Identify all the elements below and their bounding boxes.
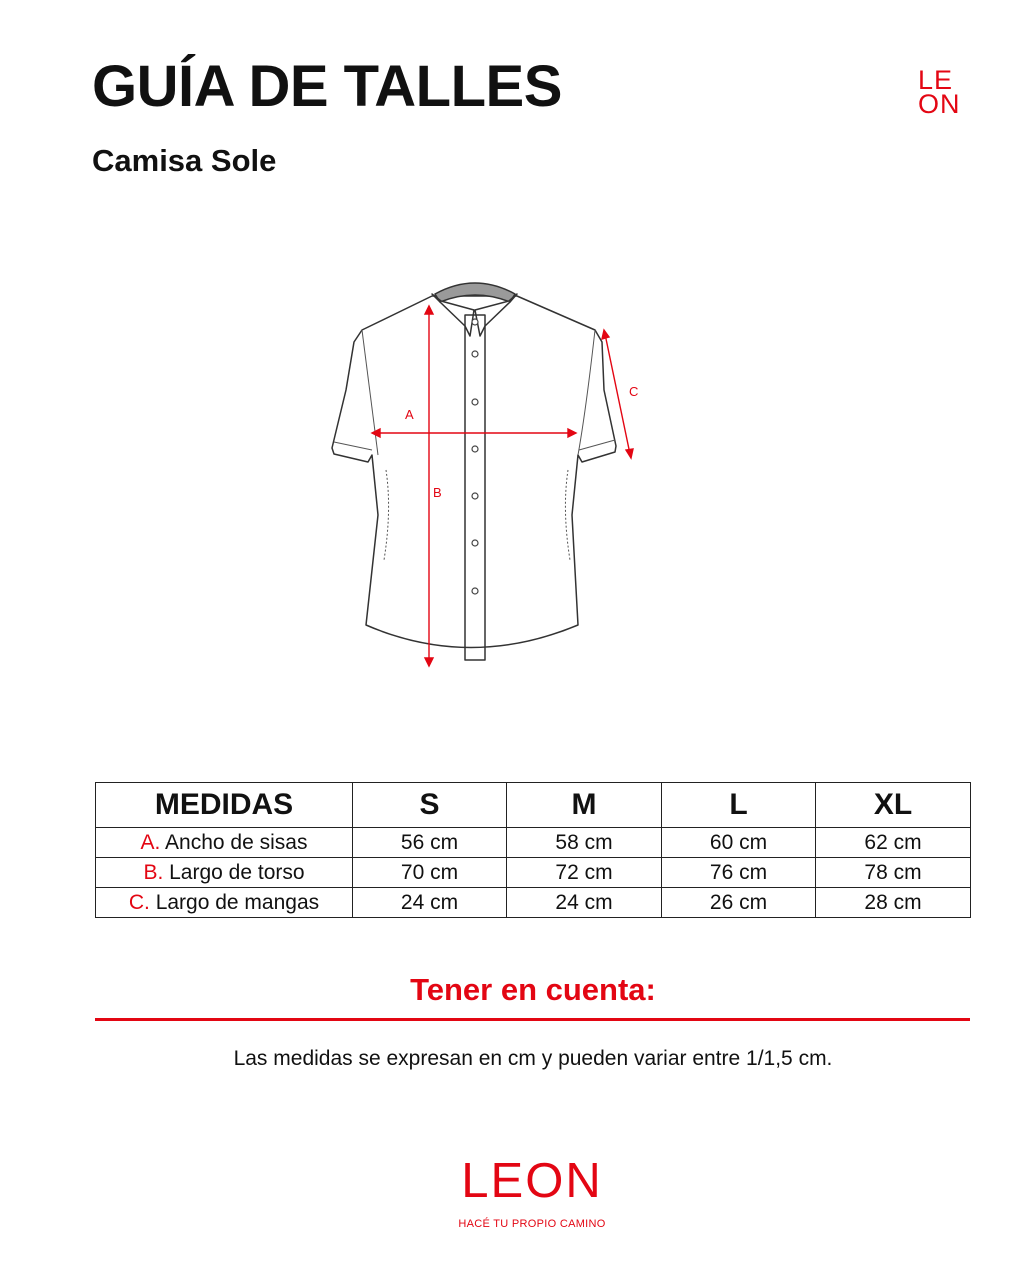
table-row xyxy=(96,858,971,888)
row-letter: A. xyxy=(140,830,161,854)
row-letter: B. xyxy=(143,860,164,884)
shirt-diagram xyxy=(320,270,650,670)
header-size-s: S xyxy=(353,783,507,828)
row-label-text: Largo de torso xyxy=(169,860,305,884)
table-header-row xyxy=(96,783,971,828)
row-label xyxy=(96,828,353,858)
row-letter: C. xyxy=(128,890,150,914)
label-c: C xyxy=(629,384,639,399)
table-cell: 58 cm xyxy=(507,828,662,858)
table-cell: 24 cm xyxy=(353,888,507,918)
label-a: A xyxy=(405,407,414,422)
table-cell: 76 cm xyxy=(662,858,816,888)
header-size-l: L xyxy=(662,783,816,828)
shirt-body-outline xyxy=(332,296,616,648)
table-cell: 78 cm xyxy=(816,858,971,888)
row-label xyxy=(96,858,353,888)
table-cell: 24 cm xyxy=(507,888,662,918)
label-b: B xyxy=(433,485,442,500)
table-cell: 60 cm xyxy=(662,828,816,858)
footer-tagline: HACÉ TU PROPIO CAMINO xyxy=(458,1218,606,1230)
header-medidas: MEDIDAS xyxy=(96,783,353,828)
table-cell: 28 cm xyxy=(816,888,971,918)
header-size-m: M xyxy=(507,783,662,828)
note-divider xyxy=(95,1018,970,1021)
table-row xyxy=(96,828,971,858)
row-label-text: Largo de mangas xyxy=(155,890,320,914)
table-cell: 70 cm xyxy=(353,858,507,888)
table-cell: 26 cm xyxy=(662,888,816,918)
logo-top-line: LE xyxy=(918,65,954,95)
note-text: Las medidas se expresan en cm y pueden variar entre 1/1,5 cm. xyxy=(233,1047,833,1070)
note-heading: Tener en cuenta: xyxy=(410,972,656,1007)
shirt-illustration xyxy=(320,270,650,670)
table-cell: 56 cm xyxy=(353,828,507,858)
table-cell: 72 cm xyxy=(507,858,662,888)
logo-bottom-line: ON xyxy=(918,89,961,119)
table-cell: 62 cm xyxy=(816,828,971,858)
footer-brand-logo: LEON xyxy=(461,1154,603,1208)
product-name: Camisa Sole xyxy=(92,143,277,178)
brand-logo-corner xyxy=(918,65,974,120)
row-label xyxy=(96,888,353,918)
page-title: GUÍA DE TALLES xyxy=(92,54,562,119)
header-size-xl: XL xyxy=(816,783,971,828)
size-table xyxy=(95,782,971,918)
row-label-text: Ancho de sisas xyxy=(165,830,308,854)
table-row xyxy=(96,888,971,918)
